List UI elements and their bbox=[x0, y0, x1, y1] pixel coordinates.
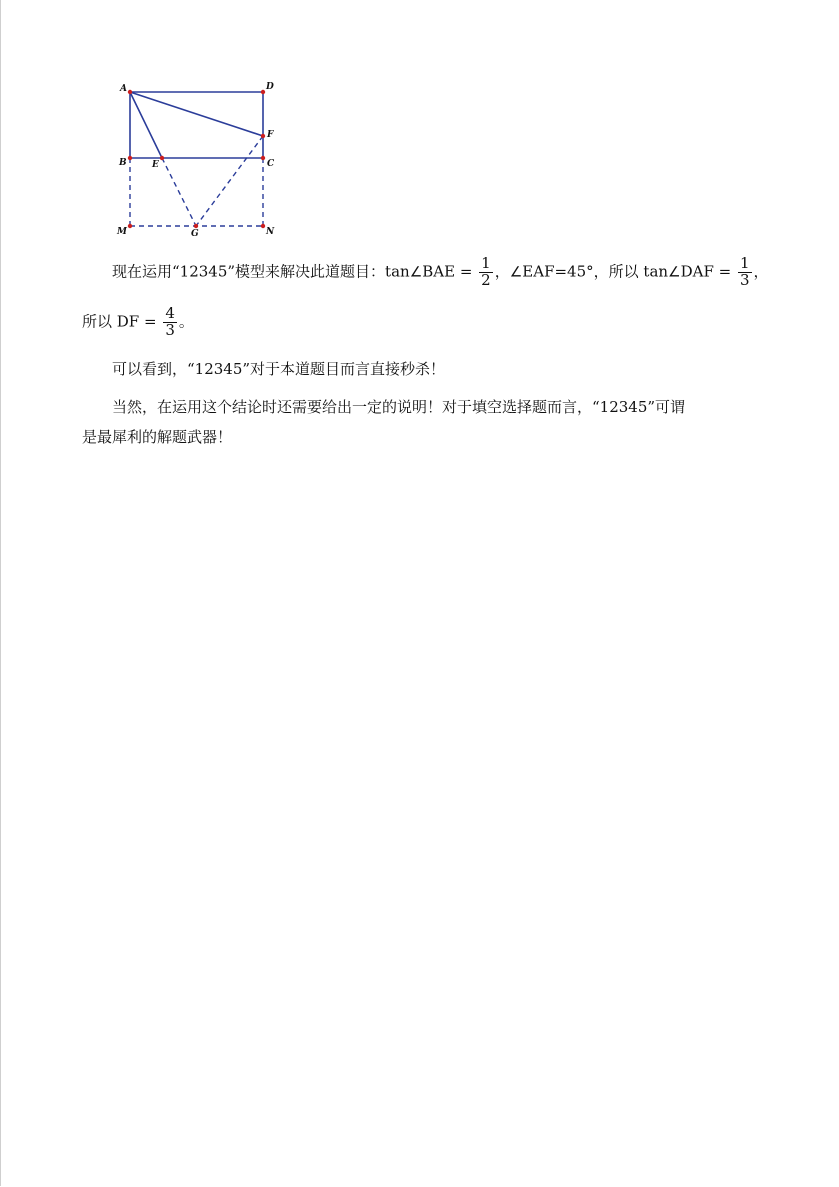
text: 。 bbox=[178, 312, 194, 331]
segment-eg bbox=[162, 158, 196, 226]
label-c: C bbox=[267, 159, 275, 169]
numerator: 1 bbox=[740, 254, 750, 272]
paragraph-1-line-1 bbox=[112, 256, 769, 289]
paragraph-3-line-2: 是最犀利的解题武器！ bbox=[82, 428, 233, 446]
fraction-one-third bbox=[738, 256, 752, 289]
text: ， bbox=[494, 262, 510, 281]
text: DAF bbox=[680, 262, 714, 281]
paragraph-2: 可以看到，“12345”对于本道题目而言直接秒杀！ bbox=[112, 360, 446, 378]
point-d bbox=[261, 90, 265, 94]
angle-symbol: ∠ bbox=[668, 264, 681, 281]
numerator: 1 bbox=[481, 254, 491, 272]
fraction-four-thirds bbox=[163, 306, 177, 339]
point-b bbox=[128, 156, 132, 160]
paragraph-3-line-1: 当然，在运用这个结论时还需要给出一定的说明！对于填空选择题而言，“12345”可谓 bbox=[112, 398, 686, 416]
label-g: G bbox=[191, 229, 199, 239]
point-g bbox=[194, 224, 198, 228]
point-c bbox=[261, 156, 265, 160]
point-f bbox=[261, 134, 265, 138]
angle-symbol: ∠ bbox=[509, 264, 523, 281]
label-d: D bbox=[266, 82, 274, 92]
label-m: M bbox=[117, 227, 127, 237]
label-a: A bbox=[120, 84, 127, 94]
fraction-one-half bbox=[479, 256, 493, 289]
equals: = bbox=[455, 262, 478, 281]
paragraph-1-line-2 bbox=[82, 306, 194, 339]
point-e bbox=[160, 156, 164, 160]
label-b: B bbox=[119, 158, 127, 168]
geometry-figure bbox=[110, 78, 280, 243]
text: 现在运用“12345”模型来解决此道题目：tan bbox=[112, 262, 410, 281]
point-a bbox=[128, 90, 132, 94]
denominator: 3 bbox=[165, 320, 175, 339]
label-e: E bbox=[152, 160, 159, 170]
text: EAF=45°，所以 tan bbox=[522, 262, 669, 281]
denominator: 2 bbox=[481, 270, 491, 289]
numerator: 4 bbox=[165, 304, 175, 322]
label-n: N bbox=[266, 227, 275, 237]
angle-symbol: ∠ bbox=[409, 264, 423, 281]
text: BAE bbox=[422, 262, 456, 281]
equals: = bbox=[713, 262, 736, 281]
equals: = bbox=[139, 312, 162, 331]
text: ， bbox=[753, 262, 769, 281]
segment-af bbox=[130, 92, 263, 136]
denominator: 3 bbox=[740, 270, 750, 289]
label-f: F bbox=[267, 130, 274, 140]
point-m bbox=[128, 224, 132, 228]
point-n bbox=[261, 224, 265, 228]
segment-ae bbox=[130, 92, 162, 158]
text: 所以 DF bbox=[82, 312, 140, 331]
segment-fg bbox=[196, 136, 263, 226]
